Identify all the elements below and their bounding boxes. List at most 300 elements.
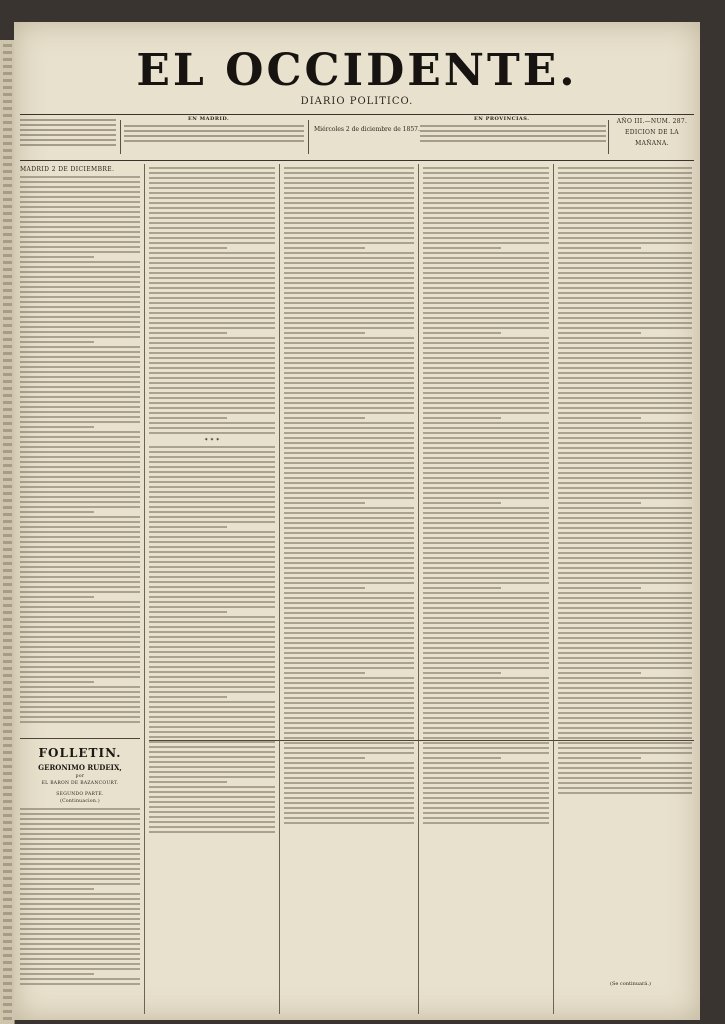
text-line xyxy=(284,552,414,554)
text-line xyxy=(149,282,275,284)
text-line xyxy=(284,332,365,334)
text-line xyxy=(558,687,692,689)
text-line xyxy=(20,351,140,353)
text-line xyxy=(20,181,140,183)
text-line xyxy=(3,548,12,551)
story-part: SEGUNDO PARTE. xyxy=(56,792,104,797)
text-line xyxy=(20,436,140,438)
text-line xyxy=(284,797,414,799)
text-line xyxy=(3,723,12,726)
text-line xyxy=(3,457,12,460)
text-line xyxy=(423,377,549,379)
text-line xyxy=(558,282,692,284)
text-line xyxy=(558,287,692,289)
text-line xyxy=(3,282,12,285)
text-line xyxy=(149,636,275,638)
folletin-block xyxy=(20,746,140,985)
text-line xyxy=(149,806,275,808)
text-line xyxy=(284,682,414,684)
text-line xyxy=(558,487,692,489)
text-line xyxy=(20,546,140,548)
text-line xyxy=(423,422,549,424)
text-line xyxy=(423,502,501,504)
text-line xyxy=(423,702,549,704)
text-line xyxy=(149,277,275,279)
text-line xyxy=(284,347,414,349)
text-line xyxy=(149,272,275,274)
text-line xyxy=(423,597,549,599)
text-line xyxy=(20,883,140,885)
text-line xyxy=(3,44,12,47)
text-line xyxy=(20,456,140,458)
text-line xyxy=(423,262,549,264)
text-line xyxy=(423,727,549,729)
text-line xyxy=(20,521,140,523)
text-line xyxy=(558,582,692,584)
text-line xyxy=(423,282,549,284)
text-line xyxy=(3,254,12,257)
text-line xyxy=(423,687,549,689)
text-line xyxy=(423,397,549,399)
text-line xyxy=(20,903,140,905)
text-line xyxy=(423,387,549,389)
story-by: por xyxy=(75,774,85,779)
madrid-prices xyxy=(124,116,304,158)
text-line xyxy=(149,681,275,683)
text-line xyxy=(149,786,275,788)
text-line xyxy=(284,642,414,644)
text-line xyxy=(284,652,414,654)
text-line xyxy=(284,822,414,824)
text-line xyxy=(423,322,549,324)
text-line xyxy=(3,387,12,390)
text-line xyxy=(284,457,414,459)
text-line xyxy=(558,297,692,299)
text-line xyxy=(423,252,549,254)
text-line xyxy=(284,312,414,314)
text-line xyxy=(20,441,140,443)
text-line xyxy=(20,833,140,835)
text-line xyxy=(3,695,12,698)
text-line xyxy=(149,521,275,523)
text-line xyxy=(20,391,140,393)
text-line xyxy=(284,362,414,364)
text-line xyxy=(558,167,692,169)
text-line xyxy=(558,787,692,789)
text-line xyxy=(3,422,12,425)
text-line xyxy=(423,292,549,294)
text-line xyxy=(20,281,140,283)
text-line xyxy=(20,506,140,508)
text-line xyxy=(20,271,140,273)
text-line xyxy=(149,646,275,648)
text-line xyxy=(149,721,275,723)
text-line xyxy=(423,497,549,499)
text-line xyxy=(284,497,414,499)
text-line xyxy=(423,672,501,674)
text-line xyxy=(149,576,275,578)
text-line xyxy=(20,983,140,985)
text-line xyxy=(20,406,140,408)
text-line xyxy=(423,697,549,699)
text-line xyxy=(423,577,549,579)
text-line xyxy=(3,324,12,327)
text-line xyxy=(20,943,140,945)
text-line xyxy=(20,206,140,208)
text-line xyxy=(20,923,140,925)
text-line xyxy=(149,761,275,763)
text-line xyxy=(284,352,414,354)
text-line xyxy=(20,681,94,683)
text-line xyxy=(284,397,414,399)
text-line xyxy=(284,572,414,574)
text-line xyxy=(558,407,692,409)
text-line xyxy=(558,577,692,579)
text-line xyxy=(423,737,549,739)
text-line xyxy=(423,732,549,734)
text-line xyxy=(423,692,549,694)
text-line xyxy=(149,591,275,593)
text-line xyxy=(558,757,641,759)
text-line xyxy=(284,752,414,754)
text-line xyxy=(423,277,549,279)
text-line xyxy=(558,237,692,239)
text-line xyxy=(284,732,414,734)
text-line xyxy=(149,312,275,314)
publisher-notice xyxy=(20,116,116,158)
text-line xyxy=(149,217,275,219)
text-line xyxy=(423,352,549,354)
text-line xyxy=(3,688,12,691)
text-line xyxy=(20,711,140,713)
column-1 xyxy=(20,164,140,723)
text-line xyxy=(3,107,12,110)
text-line xyxy=(20,848,140,850)
text-line xyxy=(149,776,275,778)
text-line xyxy=(558,242,692,244)
text-line xyxy=(284,342,414,344)
text-line xyxy=(284,442,414,444)
text-line xyxy=(149,212,275,214)
text-line xyxy=(423,297,549,299)
text-line xyxy=(20,241,140,243)
text-line xyxy=(20,491,140,493)
text-line xyxy=(423,582,549,584)
text-line xyxy=(149,826,275,828)
text-line xyxy=(149,382,275,384)
text-line xyxy=(3,79,12,82)
text-line xyxy=(149,626,275,628)
text-line xyxy=(3,814,12,817)
text-line xyxy=(149,481,275,483)
text-line xyxy=(558,632,692,634)
text-line xyxy=(3,968,12,971)
text-line xyxy=(20,701,140,703)
text-line xyxy=(423,532,549,534)
text-line xyxy=(423,552,549,554)
text-line xyxy=(423,267,549,269)
text-line xyxy=(558,502,641,504)
text-line xyxy=(149,267,275,269)
text-line xyxy=(149,397,275,399)
text-line xyxy=(20,813,140,815)
text-line xyxy=(3,632,12,635)
text-line xyxy=(423,722,549,724)
text-line xyxy=(558,612,692,614)
text-line xyxy=(558,712,692,714)
text-line xyxy=(558,322,692,324)
text-line xyxy=(3,898,12,901)
text-line xyxy=(20,316,140,318)
text-line xyxy=(284,317,414,319)
text-line xyxy=(20,586,140,588)
text-line xyxy=(423,182,549,184)
text-line xyxy=(149,706,275,708)
text-line xyxy=(558,367,692,369)
text-line xyxy=(3,667,12,670)
text-line xyxy=(558,227,692,229)
text-line xyxy=(423,257,549,259)
text-line xyxy=(284,717,414,719)
text-line xyxy=(423,522,549,524)
text-line xyxy=(3,296,12,299)
text-line xyxy=(558,302,692,304)
text-line xyxy=(284,602,414,604)
text-line xyxy=(3,541,12,544)
text-line xyxy=(20,381,140,383)
text-line xyxy=(3,737,12,740)
text-line xyxy=(3,653,12,656)
text-line xyxy=(558,777,692,779)
info-divider xyxy=(308,120,309,154)
text-line xyxy=(558,547,692,549)
text-line xyxy=(149,352,275,354)
text-line xyxy=(558,427,692,429)
text-line xyxy=(149,621,275,623)
text-line xyxy=(284,217,414,219)
text-line xyxy=(558,447,692,449)
text-line xyxy=(284,807,414,809)
text-line xyxy=(558,507,692,509)
text-line xyxy=(3,863,12,866)
text-line xyxy=(3,597,12,600)
text-line xyxy=(423,712,549,714)
text-line xyxy=(3,772,12,775)
text-line xyxy=(558,692,692,694)
text-line xyxy=(558,312,692,314)
text-line xyxy=(3,590,12,593)
text-line xyxy=(423,762,549,764)
text-line xyxy=(558,722,692,724)
text-line xyxy=(558,497,692,499)
text-line xyxy=(3,856,12,859)
text-line xyxy=(20,301,140,303)
text-line xyxy=(149,392,275,394)
text-line xyxy=(20,676,140,678)
text-line xyxy=(20,336,140,338)
text-line xyxy=(20,221,140,223)
text-line xyxy=(149,696,227,698)
text-line xyxy=(558,392,692,394)
folletin-title: FOLLETIN. xyxy=(38,746,122,760)
text-line xyxy=(284,527,414,529)
text-line xyxy=(149,736,275,738)
text-line xyxy=(423,472,549,474)
text-line xyxy=(284,427,414,429)
text-line xyxy=(149,167,275,169)
text-line xyxy=(558,642,692,644)
text-line xyxy=(558,217,692,219)
text-line xyxy=(423,747,549,749)
text-line xyxy=(20,266,140,268)
text-line xyxy=(284,577,414,579)
text-line xyxy=(284,247,365,249)
text-line xyxy=(3,338,12,341)
text-line xyxy=(20,231,140,233)
text-line xyxy=(284,667,414,669)
text-line xyxy=(284,662,414,664)
text-line xyxy=(20,366,140,368)
text-line xyxy=(3,604,12,607)
text-line xyxy=(284,742,414,744)
text-line xyxy=(149,831,275,833)
story-title: GERONIMO RUDEIX, xyxy=(38,763,122,772)
text-line xyxy=(3,121,12,124)
text-line xyxy=(423,657,549,659)
text-line xyxy=(20,261,140,263)
text-line xyxy=(284,517,414,519)
text-line xyxy=(3,779,12,782)
text-line xyxy=(558,627,692,629)
text-line xyxy=(149,357,275,359)
text-line xyxy=(149,172,275,174)
text-line xyxy=(558,652,692,654)
text-line xyxy=(3,954,12,957)
text-line xyxy=(558,192,692,194)
text-line xyxy=(20,893,140,895)
text-line xyxy=(423,232,549,234)
text-line xyxy=(149,456,275,458)
text-line xyxy=(20,421,140,423)
text-line xyxy=(284,307,414,309)
text-line xyxy=(558,742,692,744)
text-line xyxy=(558,707,692,709)
text-line xyxy=(558,247,641,249)
text-line xyxy=(284,367,414,369)
text-line xyxy=(149,302,275,304)
text-line xyxy=(423,392,549,394)
text-line xyxy=(3,569,12,572)
text-line xyxy=(558,567,692,569)
text-line xyxy=(149,372,275,374)
text-line xyxy=(423,792,549,794)
column-text xyxy=(284,167,414,824)
text-line xyxy=(149,711,275,713)
continued-note: (Se continuará.) xyxy=(610,981,651,987)
text-line xyxy=(3,1017,12,1020)
text-line xyxy=(20,486,140,488)
text-line xyxy=(284,647,414,649)
text-line xyxy=(558,327,692,329)
text-line xyxy=(3,352,12,355)
text-line xyxy=(20,581,140,583)
text-line xyxy=(3,912,12,915)
text-line xyxy=(284,512,414,514)
text-line xyxy=(423,822,549,824)
text-line xyxy=(149,516,275,518)
text-line xyxy=(558,717,692,719)
text-line xyxy=(20,176,140,178)
text-line xyxy=(20,326,140,328)
text-line xyxy=(558,172,692,174)
text-line xyxy=(284,657,414,659)
text-line xyxy=(558,187,692,189)
text-line xyxy=(20,541,140,543)
text-line xyxy=(3,884,12,887)
text-line xyxy=(284,727,414,729)
text-line xyxy=(558,362,692,364)
text-line xyxy=(558,782,692,784)
text-line xyxy=(558,412,692,414)
text-line xyxy=(558,347,692,349)
column-rule xyxy=(418,164,419,1014)
text-line xyxy=(284,282,414,284)
text-line xyxy=(149,541,275,543)
text-line xyxy=(149,451,275,453)
text-line xyxy=(149,337,275,339)
text-line xyxy=(3,345,12,348)
text-line xyxy=(423,407,549,409)
text-line xyxy=(284,437,414,439)
text-line xyxy=(284,817,414,819)
text-line xyxy=(423,452,549,454)
text-line xyxy=(423,567,549,569)
text-line xyxy=(423,307,549,309)
text-line xyxy=(149,496,275,498)
text-line xyxy=(3,93,12,96)
text-line xyxy=(20,828,140,830)
text-line xyxy=(3,289,12,292)
text-line xyxy=(20,291,140,293)
text-line xyxy=(149,611,227,613)
text-line xyxy=(3,268,12,271)
text-line xyxy=(3,135,12,138)
text-line xyxy=(149,297,275,299)
text-line xyxy=(149,671,275,673)
issue-number: AÑO III.—NUM. 287. xyxy=(616,118,688,125)
text-line xyxy=(284,202,414,204)
text-line xyxy=(3,961,12,964)
text-line xyxy=(20,536,140,538)
text-line xyxy=(3,758,12,761)
text-line xyxy=(423,437,549,439)
text-line xyxy=(3,471,12,474)
text-line xyxy=(284,737,414,739)
text-line xyxy=(20,596,94,598)
newspaper-subtitle: DIARIO POLITICO. xyxy=(300,96,414,107)
text-line xyxy=(423,217,549,219)
header-rule-bottom xyxy=(20,160,694,161)
text-line xyxy=(284,402,414,404)
text-line xyxy=(284,622,414,624)
text-line xyxy=(20,236,140,238)
text-line xyxy=(3,989,12,992)
text-line xyxy=(284,372,414,374)
text-line xyxy=(284,222,414,224)
text-line xyxy=(3,982,12,985)
adjacent-page-edge xyxy=(0,40,15,1024)
text-line xyxy=(20,908,140,910)
